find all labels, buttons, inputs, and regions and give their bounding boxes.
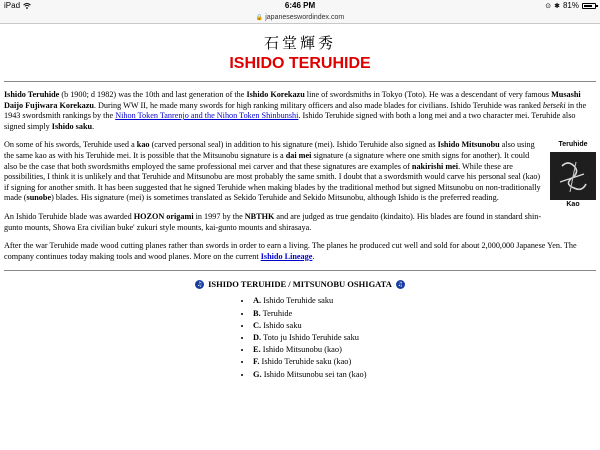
- kao-paragraph: [4, 140, 596, 208]
- text: signature (a signature where one smith signs for another). It could also be the case that both swordsmiths employed the same professional mei carver and that these signatures are examples of: [4, 150, 530, 171]
- kao-top-label: Teruhide: [558, 141, 588, 149]
- intro-paragraph: [4, 90, 596, 132]
- bold-text: HOZON origami: [133, 211, 194, 221]
- postwar-paragraph: [4, 241, 596, 262]
- text: ) blades. His signature (mei) is sometimes translated as Sekido Teruhide and Sekido Mitsunobu, although Ishido is the preferred reading.: [51, 193, 499, 203]
- blade-letter: E.: [253, 345, 261, 355]
- hozon-paragraph: [4, 212, 596, 233]
- bold-text: NBTHK: [244, 211, 275, 221]
- status-bar: [0, 0, 600, 12]
- bluetooth-icon: ✱: [554, 2, 560, 10]
- bold-text: Ishido Teruhide: [4, 90, 60, 99]
- link-text: Ishido Lineage: [260, 251, 313, 261]
- text: in 1997 by the: [193, 211, 245, 221]
- lock-icon: 🔒: [255, 15, 264, 21]
- bold-text: Musashi Daijo Fujiwara Korekazu: [4, 90, 581, 110]
- text: (carved personal seal) in addition to his signature (mei). Ishido Teruhide also signed as: [149, 140, 438, 150]
- page-title: ISHIDO TERUHIDE: [229, 55, 371, 72]
- url-display[interactable]: [0, 14, 600, 21]
- list-item: [252, 344, 596, 356]
- blade-letter: B.: [253, 308, 261, 318]
- address-bar[interactable]: [0, 12, 600, 24]
- battery-icon: [582, 3, 596, 9]
- text: .: [92, 121, 95, 131]
- bold-text: nakirishi mei: [411, 161, 459, 171]
- kanji-title: 石堂輝秀: [263, 34, 336, 52]
- blade-list: [252, 295, 596, 380]
- oshigata-heading: [4, 279, 596, 289]
- list-item: [252, 308, 596, 320]
- text: After the war Teruhide made wood cutting planes rather than swords in order to earn a living. The planes he produced cut well and sold for about 2,000,000 Japanese Yen. The company continues today making tools and wood planes. More on the current: [4, 241, 577, 261]
- divider: [4, 81, 596, 82]
- blade-signature: Ishido Teruhide saku (kao): [259, 357, 352, 367]
- text: . While these are possibilities, I think it is unlikely and that Teruhide and Mitsunobu are most probably the same smith. I doubt that a swordsmith would carve his personal seal (kao) if signing for another smith. It has been suggested that he signed Teruhide when making blades by the traditional method but signed Mitsunobu on non-traditionally made (: [4, 161, 541, 203]
- list-item: [252, 332, 596, 344]
- text: .: [312, 251, 315, 261]
- blade-letter: F.: [253, 357, 260, 367]
- text: in the 1943 swordsmith rankings by the: [4, 100, 587, 121]
- kao-seal-image: [550, 152, 596, 200]
- blade-signature: Ishido Mitsunobu sei tan (kao): [261, 369, 367, 379]
- text: also using the same kao as with his Teruhide mei. It is possible that the Mitsunobu signature is a: [4, 140, 535, 160]
- bold-text: kao: [136, 140, 150, 150]
- text: An Ishido Teruhide blade was awarded: [4, 211, 134, 221]
- bold-text: Ishido Korekazu: [246, 90, 305, 99]
- blade-signature: Ishido Mitsunobu (kao): [260, 345, 342, 355]
- rankings-link[interactable]: Nihon Token Tanrenjo and the Nihon Token Shinbunshi: [115, 111, 299, 121]
- blade-signature: Ishido saku: [261, 320, 302, 330]
- list-item: [252, 356, 596, 368]
- blade-letter: D.: [253, 332, 262, 342]
- status-right: [545, 1, 596, 10]
- italic-text: betseki: [542, 100, 566, 110]
- kao-figure: [550, 140, 596, 210]
- kao-seal-drawing: [550, 152, 596, 200]
- text: line of swordsmiths in Tokyo (Toto). He was a descendant of very famous: [304, 90, 552, 99]
- blade-letter: C.: [253, 320, 262, 330]
- page-content: [4, 26, 596, 381]
- battery-level: [584, 5, 592, 7]
- text: (b 1900; d 1982) was the 10th and last generation of the: [59, 90, 247, 99]
- ishido-lineage-link[interactable]: [261, 252, 313, 261]
- music-note-icon[interactable]: ♫: [397, 280, 404, 288]
- blade-signature: Ishido Teruhide saku: [261, 296, 334, 306]
- bold-text: dai mei: [285, 150, 312, 160]
- blade-letter: A.: [253, 296, 262, 306]
- text: and are judged as true gendaito (kindaito). His blades are found in standard shin-gunto mounts, Showa Era civilian buke' zukuri style mounts, kai-gunto mounts and shirasaya.: [4, 211, 542, 232]
- bold-text: Ishido saku: [51, 121, 93, 131]
- text: . Ishido Teruhide signed with both a long mei and a two character mei. Teruhide also signed simply: [4, 111, 576, 131]
- bold-text: sunobe: [26, 193, 52, 203]
- orientation-lock-icon: ⊙: [545, 2, 552, 10]
- device-name: iPad: [4, 1, 21, 10]
- blade-signature: Teruhide: [260, 308, 293, 318]
- text: On some of his swords, Teruhide used a: [4, 140, 137, 150]
- list-item: [252, 320, 596, 332]
- music-note-icon[interactable]: ♫: [196, 280, 203, 288]
- section-title: ISHIDO TERUHIDE / MITSUNOBU OSHIGATA: [208, 279, 392, 290]
- divider: [4, 270, 596, 271]
- status-time: 6:46 PM: [284, 1, 316, 10]
- list-item: [252, 295, 596, 307]
- list-item: [252, 369, 596, 381]
- bold-text: Ishido Mitsunobu: [437, 140, 500, 150]
- battery-percent: 81%: [562, 1, 579, 10]
- text: . During WW II, he made many swords for high ranking military officers and also made blades for civilians. Ishido Teruhide was ranked: [93, 100, 543, 110]
- blade-signature: Toto ju Ishido Teruhide saku: [261, 332, 359, 342]
- kao-bottom-label: Kao: [566, 200, 580, 208]
- blade-letter: G.: [253, 369, 262, 379]
- url-text: japaneseswordindex.com: [265, 14, 345, 21]
